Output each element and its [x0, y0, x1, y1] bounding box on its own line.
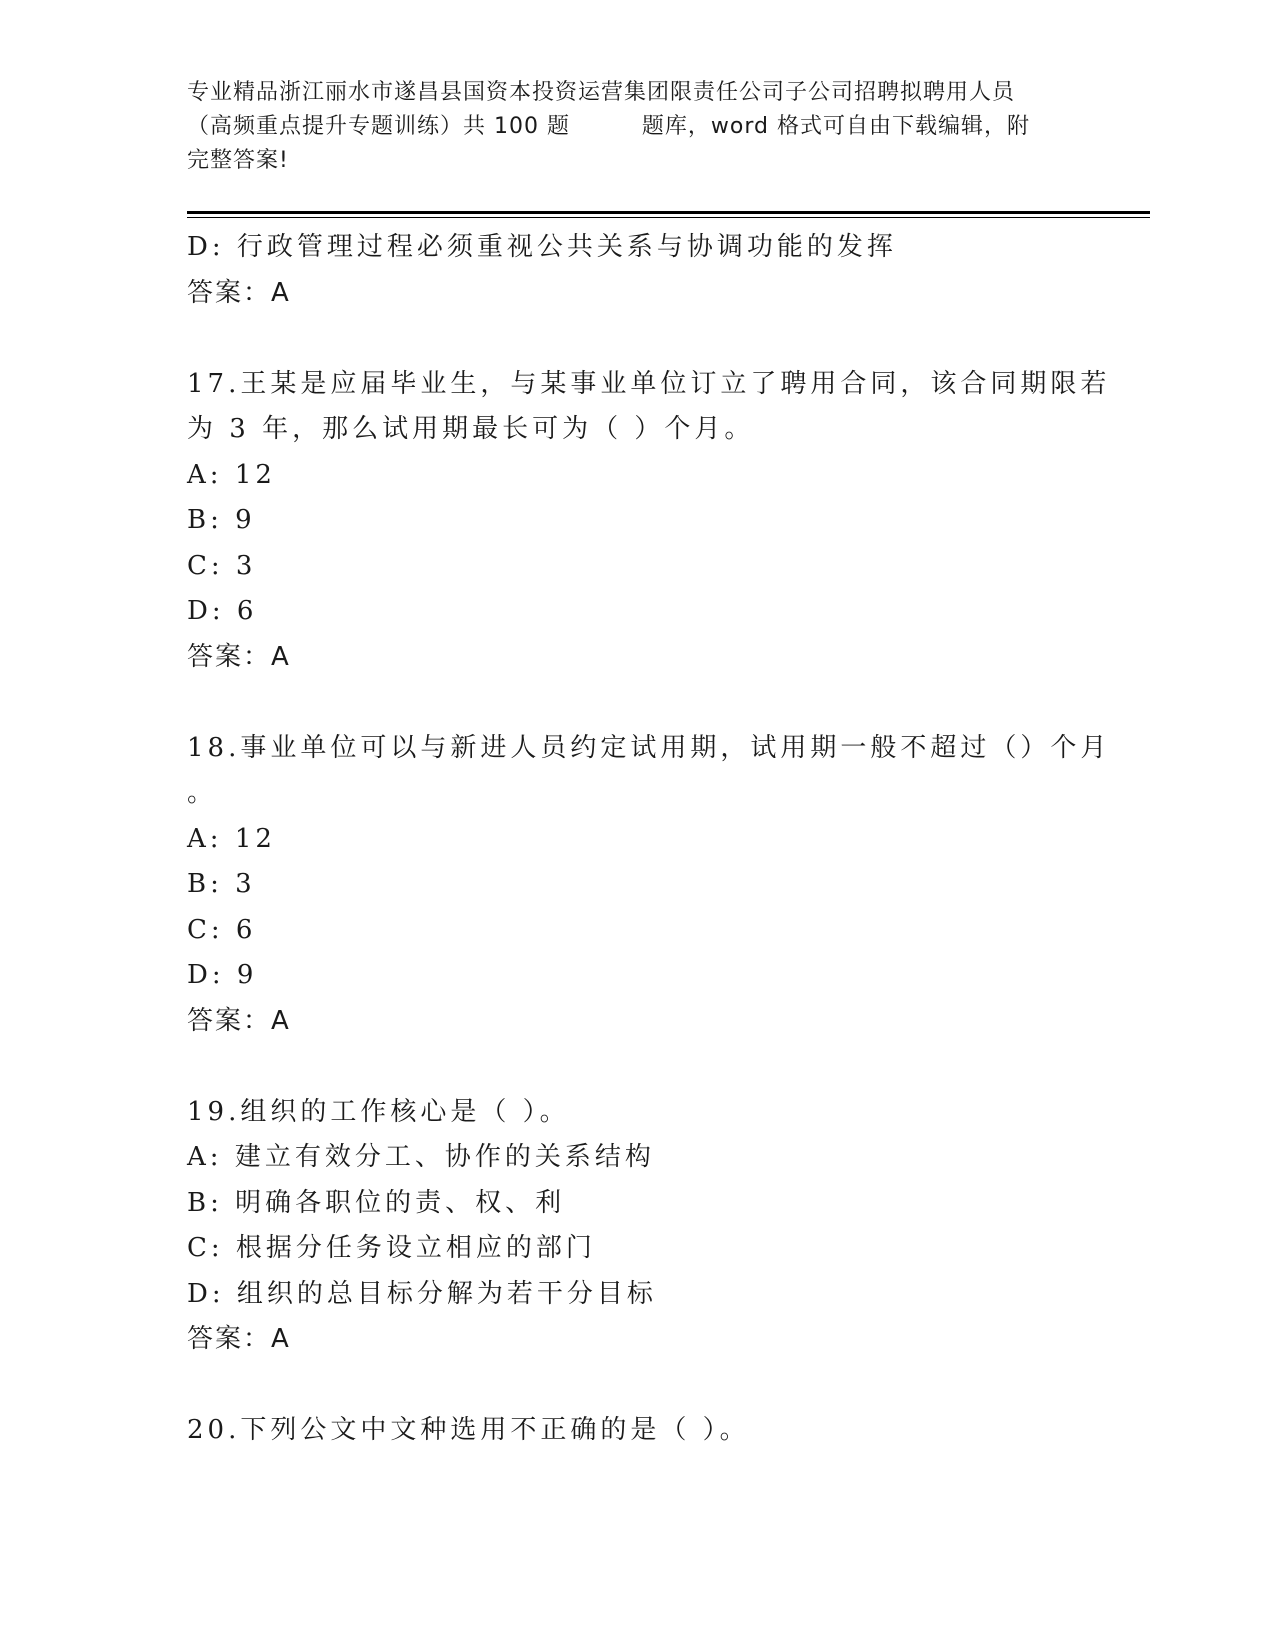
- option-d: [187, 953, 1087, 999]
- question-18-stem-cont: 。: [187, 778, 218, 808]
- question-19-stem: [187, 1090, 1087, 1136]
- option-letter: A:: [187, 1142, 223, 1172]
- option-text: 9: [235, 505, 256, 535]
- question-17-stem-cont: 为 3 年，那么试用期最长可为（ ）个月。: [187, 414, 755, 444]
- option-c: [187, 1226, 1087, 1272]
- header-rule-thin: [187, 217, 1150, 218]
- header-line-3: 完整答案!: [187, 148, 289, 173]
- option-letter: B:: [187, 1187, 223, 1218]
- question-number: 20.: [187, 1415, 241, 1445]
- option-b: [187, 1181, 1087, 1227]
- option-letter: A:: [187, 459, 223, 490]
- option-d: [187, 225, 1087, 271]
- question-number: 18.: [187, 732, 241, 763]
- option-d: [187, 1272, 1087, 1318]
- option-letter: C:: [187, 1233, 224, 1263]
- option-letter: D:: [187, 232, 225, 262]
- option-letter: D:: [187, 596, 225, 626]
- option-c: [187, 544, 1087, 590]
- option-text: 组织的总目标分解为若干分目标: [236, 1278, 657, 1309]
- answer-line: 答案：A: [187, 641, 291, 672]
- option-b: [187, 498, 1087, 544]
- answer-line: 答案：A: [187, 277, 291, 308]
- option-letter: C:: [187, 914, 224, 945]
- question-number: 19.: [187, 1096, 241, 1127]
- option-text: 3: [235, 550, 257, 581]
- option-text: 行政管理过程必须重视公共关系与协调功能的发挥: [236, 232, 897, 262]
- option-text: 12: [234, 823, 276, 854]
- option-d: [187, 589, 1087, 635]
- option-c: [187, 908, 1087, 954]
- option-text: 3: [235, 869, 256, 899]
- option-a: [187, 1135, 1087, 1181]
- question-18-stem: [187, 726, 1111, 772]
- answer-line: 答案：A: [187, 1324, 291, 1354]
- option-letter: D:: [187, 1278, 225, 1309]
- question-list: [187, 225, 1111, 1454]
- option-a: [187, 453, 1087, 499]
- option-letter: C:: [187, 550, 224, 581]
- option-text: 6: [235, 914, 257, 945]
- header-rule-thick: [187, 211, 1150, 214]
- option-text: 6: [236, 596, 258, 626]
- option-letter: D:: [187, 960, 225, 990]
- question-text: 王某是应届毕业生，与某事业单位订立了聘用合同，该合同期限若: [240, 368, 1111, 399]
- option-text: 根据分任务设立相应的部门: [235, 1233, 596, 1263]
- question-text: 下列公文中文种选用不正确的是（ ）。: [240, 1415, 750, 1445]
- document-header: [187, 76, 1087, 178]
- question-20-stem: [187, 1408, 1087, 1454]
- header-line-2: （高频重点提升专题训练）共 100 题 题库，word 格式可自由下载编辑，附: [187, 114, 1030, 139]
- option-letter: A:: [187, 823, 223, 854]
- header-line-1: 专业精品浙江丽水市遂昌县国资本投资运营集团限责任公司子公司招聘拟聘用人员: [187, 80, 1016, 105]
- option-text: 建立有效分工、协作的关系结构: [234, 1142, 655, 1172]
- question-17-stem: [187, 362, 1111, 408]
- option-text: 9: [236, 960, 258, 990]
- option-b: [187, 862, 1087, 908]
- option-text: 12: [234, 459, 276, 490]
- question-text: 组织的工作核心是（ ）。: [240, 1096, 570, 1127]
- option-letter: B:: [187, 505, 223, 535]
- question-text: 事业单位可以与新进人员约定试用期，试用期一般不超过（）个月: [240, 732, 1111, 763]
- option-letter: B:: [187, 869, 223, 899]
- option-a: [187, 817, 1087, 863]
- answer-line: 答案：A: [187, 1005, 291, 1036]
- option-text: 明确各职位的责、权、利: [235, 1187, 566, 1218]
- question-number: 17.: [187, 368, 241, 399]
